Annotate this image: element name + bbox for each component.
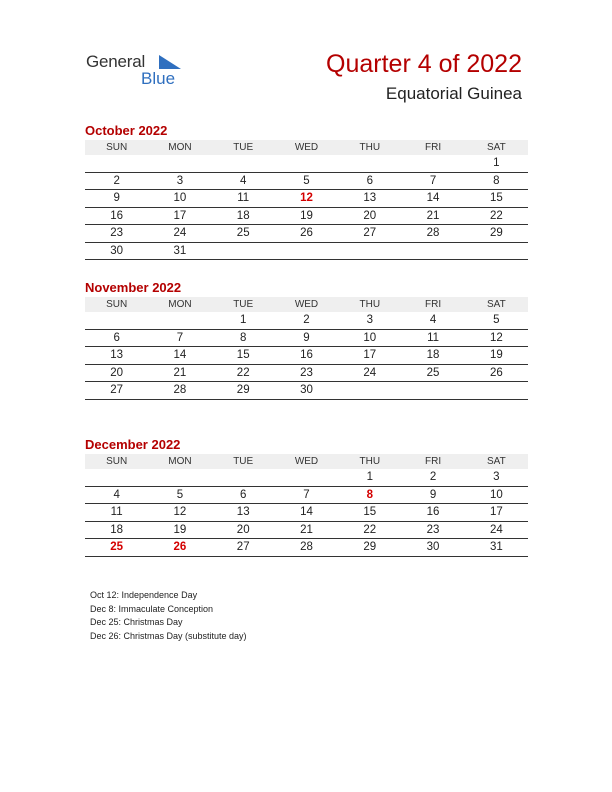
day-cell: 30 <box>275 382 338 400</box>
day-cell: 26 <box>275 225 338 243</box>
weekday-header: TUE <box>212 297 275 312</box>
day-cell: 18 <box>401 347 464 365</box>
day-cell: 5 <box>148 486 211 504</box>
weekday-header: WED <box>275 140 338 155</box>
empty-day-cell <box>212 469 275 486</box>
day-cell: 1 <box>338 469 401 486</box>
day-cell: 20 <box>85 364 148 382</box>
day-cell: 4 <box>212 172 275 190</box>
holiday-note: Dec 26: Christmas Day (substitute day) <box>90 630 247 641</box>
day-cell: 27 <box>338 225 401 243</box>
day-cell: 11 <box>85 504 148 522</box>
day-cell: 4 <box>401 312 464 329</box>
day-cell: 16 <box>401 504 464 522</box>
day-cell: 12 <box>465 329 528 347</box>
day-cell: 22 <box>212 364 275 382</box>
page-title: Quarter 4 of 2022 <box>326 50 522 78</box>
day-cell: 11 <box>212 190 275 208</box>
month-title: December 2022 <box>85 437 181 452</box>
empty-day-cell <box>148 312 211 329</box>
month-title: November 2022 <box>85 280 182 295</box>
week-row <box>85 207 528 225</box>
day-cell: 2 <box>85 172 148 190</box>
day-cell: 20 <box>338 207 401 225</box>
day-cell: 23 <box>85 225 148 243</box>
holiday-note: Dec 25: Christmas Day <box>90 617 183 627</box>
weekday-header: MON <box>148 140 211 155</box>
day-cell: 29 <box>212 382 275 400</box>
day-cell: 8 <box>212 329 275 347</box>
day-cell: 24 <box>148 225 211 243</box>
month-title: October 2022 <box>85 123 168 138</box>
day-cell: 8 <box>338 486 401 504</box>
day-cell: 21 <box>275 521 338 539</box>
weekday-header: SUN <box>85 454 148 469</box>
week-row <box>85 486 528 504</box>
week-row <box>85 504 528 522</box>
day-cell: 25 <box>401 364 464 382</box>
day-cell: 18 <box>85 521 148 539</box>
day-cell: 22 <box>465 207 528 225</box>
day-cell: 18 <box>212 207 275 225</box>
holiday-notes <box>90 589 247 643</box>
day-cell: 24 <box>465 521 528 539</box>
empty-day-cell <box>212 155 275 172</box>
day-cell: 30 <box>85 242 148 260</box>
weekday-header: SUN <box>85 297 148 312</box>
day-cell: 19 <box>275 207 338 225</box>
day-cell: 24 <box>338 364 401 382</box>
country-name: Equatorial Guinea <box>385 84 522 103</box>
empty-day-cell <box>275 155 338 172</box>
weekday-header: THU <box>338 454 401 469</box>
empty-day-cell <box>338 155 401 172</box>
week-row <box>85 347 528 365</box>
day-cell: 9 <box>401 486 464 504</box>
day-cell: 12 <box>148 504 211 522</box>
day-cell: 3 <box>465 469 528 486</box>
day-cell: 21 <box>148 364 211 382</box>
weekday-header: SUN <box>85 140 148 155</box>
day-cell: 1 <box>212 312 275 329</box>
weekday-header-row <box>85 454 528 469</box>
day-cell: 31 <box>148 242 211 260</box>
weekday-header: TUE <box>212 140 275 155</box>
empty-day-cell <box>275 242 338 260</box>
empty-day-cell <box>338 242 401 260</box>
empty-day-cell <box>85 312 148 329</box>
day-cell: 29 <box>465 225 528 243</box>
day-cell: 2 <box>401 469 464 486</box>
day-cell: 9 <box>275 329 338 347</box>
weekday-header: SAT <box>465 454 528 469</box>
day-cell: 6 <box>85 329 148 347</box>
calendar-table <box>85 454 528 557</box>
weekday-header: WED <box>275 297 338 312</box>
day-cell: 15 <box>465 190 528 208</box>
day-cell: 14 <box>148 347 211 365</box>
empty-day-cell <box>275 469 338 486</box>
weekday-header: MON <box>148 454 211 469</box>
empty-day-cell <box>401 242 464 260</box>
logo <box>86 52 186 92</box>
day-cell: 21 <box>401 207 464 225</box>
empty-day-cell <box>148 155 211 172</box>
weekday-header: FRI <box>401 297 464 312</box>
logo-blue-text: Blue <box>141 69 176 88</box>
day-cell: 3 <box>148 172 211 190</box>
empty-day-cell <box>338 382 401 400</box>
day-cell: 6 <box>212 486 275 504</box>
day-cell: 15 <box>338 504 401 522</box>
day-cell: 27 <box>85 382 148 400</box>
month-november <box>85 279 528 400</box>
day-cell: 7 <box>401 172 464 190</box>
day-cell: 27 <box>212 539 275 557</box>
empty-day-cell <box>465 382 528 400</box>
day-cell: 22 <box>338 521 401 539</box>
day-cell: 17 <box>465 504 528 522</box>
weekday-header-row <box>85 297 528 312</box>
day-cell: 14 <box>275 504 338 522</box>
day-cell: 30 <box>401 539 464 557</box>
day-cell: 8 <box>465 172 528 190</box>
weekday-header: THU <box>338 297 401 312</box>
weekday-header: SAT <box>465 140 528 155</box>
week-row <box>85 382 528 400</box>
weekday-header: FRI <box>401 454 464 469</box>
day-cell: 17 <box>148 207 211 225</box>
month-december <box>85 436 528 557</box>
empty-day-cell <box>212 242 275 260</box>
day-cell: 5 <box>465 312 528 329</box>
day-cell: 15 <box>212 347 275 365</box>
day-cell: 26 <box>148 539 211 557</box>
calendar-table <box>85 140 528 260</box>
empty-day-cell <box>465 242 528 260</box>
day-cell: 3 <box>338 312 401 329</box>
week-row <box>85 539 528 557</box>
week-row <box>85 469 528 486</box>
empty-day-cell <box>401 382 464 400</box>
day-cell: 23 <box>275 364 338 382</box>
day-cell: 14 <box>401 190 464 208</box>
day-cell: 5 <box>275 172 338 190</box>
empty-day-cell <box>148 469 211 486</box>
day-cell: 25 <box>85 539 148 557</box>
day-cell: 12 <box>275 190 338 208</box>
weekday-header: FRI <box>401 140 464 155</box>
day-cell: 28 <box>148 382 211 400</box>
day-cell: 1 <box>465 155 528 172</box>
day-cell: 25 <box>212 225 275 243</box>
day-cell: 13 <box>338 190 401 208</box>
calendar-table <box>85 297 528 400</box>
month-october <box>85 122 528 260</box>
day-cell: 16 <box>275 347 338 365</box>
week-row <box>85 329 528 347</box>
day-cell: 7 <box>275 486 338 504</box>
day-cell: 19 <box>148 521 211 539</box>
logo-flag-icon <box>159 55 181 69</box>
holiday-note: Oct 12: Independence Day <box>90 590 198 600</box>
day-cell: 20 <box>212 521 275 539</box>
empty-day-cell <box>85 155 148 172</box>
day-cell: 28 <box>401 225 464 243</box>
week-row <box>85 155 528 172</box>
weekday-header: TUE <box>212 454 275 469</box>
day-cell: 19 <box>465 347 528 365</box>
day-cell: 10 <box>338 329 401 347</box>
day-cell: 10 <box>465 486 528 504</box>
day-cell: 26 <box>465 364 528 382</box>
empty-day-cell <box>401 155 464 172</box>
day-cell: 6 <box>338 172 401 190</box>
weekday-header-row <box>85 140 528 155</box>
empty-day-cell <box>85 469 148 486</box>
day-cell: 17 <box>338 347 401 365</box>
weekday-header: THU <box>338 140 401 155</box>
weekday-header: SAT <box>465 297 528 312</box>
week-row <box>85 364 528 382</box>
day-cell: 31 <box>465 539 528 557</box>
week-row <box>85 242 528 260</box>
day-cell: 2 <box>275 312 338 329</box>
week-row <box>85 521 528 539</box>
day-cell: 28 <box>275 539 338 557</box>
holiday-note: Dec 8: Immaculate Conception <box>90 603 214 614</box>
day-cell: 11 <box>401 329 464 347</box>
day-cell: 9 <box>85 190 148 208</box>
week-row <box>85 225 528 243</box>
weekday-header: MON <box>148 297 211 312</box>
day-cell: 4 <box>85 486 148 504</box>
weekday-header: WED <box>275 454 338 469</box>
day-cell: 10 <box>148 190 211 208</box>
day-cell: 16 <box>85 207 148 225</box>
week-row <box>85 312 528 329</box>
day-cell: 13 <box>212 504 275 522</box>
day-cell: 7 <box>148 329 211 347</box>
day-cell: 23 <box>401 521 464 539</box>
logo-general-text: General <box>86 52 146 71</box>
week-row <box>85 190 528 208</box>
day-cell: 13 <box>85 347 148 365</box>
week-row <box>85 172 528 190</box>
day-cell: 29 <box>338 539 401 557</box>
